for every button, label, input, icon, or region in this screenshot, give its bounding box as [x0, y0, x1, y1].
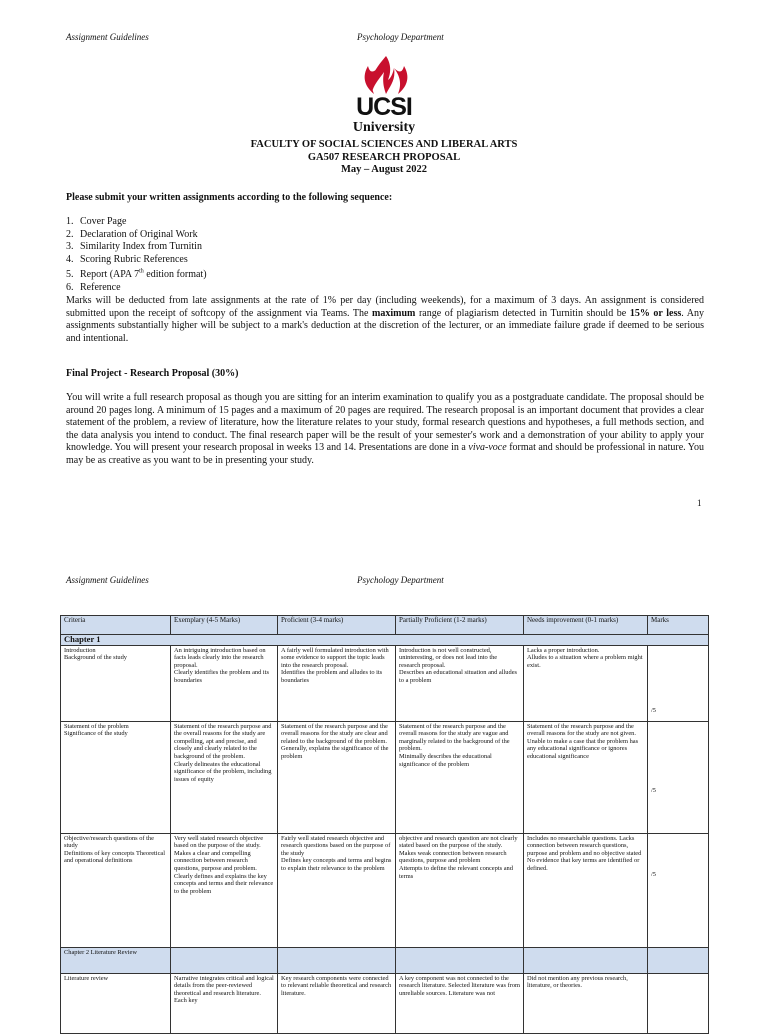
header-left: Assignment Guidelines — [66, 575, 149, 585]
logo-sub: University — [352, 120, 416, 135]
col-exemplary: Exemplary (4-5 Marks) — [171, 616, 278, 635]
list-item: 4. Scoring Rubric References — [66, 253, 188, 265]
title-block — [0, 139, 768, 177]
col-marks: Marks — [648, 616, 709, 635]
rubric-header-row — [61, 616, 709, 635]
chapter-row — [61, 635, 709, 646]
section-title: Final Project - Research Proposal (30%) — [66, 368, 239, 379]
list-item: 2. Declaration of Original Work — [66, 228, 198, 240]
table-row: Literature review Narrative integrates critical and logical details from the peer-reviewed theoretical and research literature. Each key Key research components were connected to relevant reliable theoretical and research literature. A key component was not connected to the research literature. Selected literature was from unreliable sources. Literature was not Did not mention any previous research, literature, or theories. — [61, 973, 709, 1033]
instruction: Please submit your written assignments according to the following sequence: — [66, 192, 393, 203]
list-item: 3. Similarity Index from Turnitin — [66, 241, 202, 252]
chapter-row — [61, 947, 709, 973]
col-criteria: Criteria — [61, 616, 171, 635]
marks-paragraph: Marks will be deducted from late assignments at the rate of 1% per day (including weekends), for a maximum of 3 days. An assignment is considered submitted upon the receipt of softcopy of the assignment via Teams. The maximum range of plagiarism detected in Turnitin should be 15% or less. Any assignments substantially higher will be subject to a mark's deduction at the discretion of the lecturer, or an immediate failure grade if deemed to be serious and intentional. — [66, 295, 705, 344]
sequence-list — [66, 216, 207, 294]
table-row: Objective/research questions of the study Definitions of key concepts Theoretical and operational definitions Very well stated research objective based on the purpose of the study. Makes a clear and compelling connection between research questions, purpose and problem. Clearly defines and explains the key concepts and terms and their relevance to the problem Fairly well stated research objective and research questions based on the purpose of the study Defines key concepts and terms and begins to explain their relevance to the problem objective and research question are not clearly stated based on the purpose of the study. Makes weak connection between research questions, purpose and problem Attempts to define the relevant concepts and terms Includes no researchable questions. Lacks connection between research questions, purpose and problem and no objective stated No evidence that key terms are identified or defined. /5 — [61, 833, 709, 947]
header-center: Psychology Department — [357, 575, 444, 585]
term-heading: May – August 2022 — [340, 164, 428, 175]
page-number: 1 — [697, 498, 702, 508]
faculty-heading: FACULTY OF SOCIAL SCIENCES AND LIBERAL ARTS — [250, 139, 518, 150]
chapter-1-label: Chapter 1 — [61, 635, 709, 646]
table-row: Statement of the problem Significance of the study Statement of the research purpose and the overall reasons for the study are compelling, apt and precise, and closely and clearly related to the background of the problem. Clearly delineates the educational significance of the problem, including issues of equity Statement of the research purpose and the overall reasons for the study are clear and related to the background of the problem. Generally, explains the significance of the problem Statement of the research purpose and the overall reasons for the study are vague and marginally related to the background of the problem. Minimally describes the educational significance of the problem Statement of the research purpose and the overall reasons for the study are not given. Unable to make a case that the problem has any educational significance or ignores educational significance /5 — [61, 721, 709, 833]
chapter-2-label: Chapter 2 Literature Review — [61, 947, 171, 973]
rubric-table — [60, 615, 709, 1034]
page-2 — [0, 540, 768, 1024]
header-left: Assignment Guidelines — [66, 32, 149, 42]
list-item: 6. Reference — [66, 281, 121, 293]
col-needs: Needs improvement (0-1 marks) — [524, 616, 648, 635]
list-item: 5. Report (APA 7th edition format) — [66, 269, 207, 281]
list-item: 1. Cover Page — [66, 216, 127, 227]
header-center: Psychology Department — [357, 32, 444, 42]
table-row: Introduction Background of the study An intriguing introduction based on facts leads clearly into the research proposal. Clearly identifies the problem and its boundaries A fairly well formulated introduction with some evidence to support the topic leads into the research proposal. Identifies the problem and alludes to its boundaries Introduction is not well constructed, uninteresting, or does not lead into the research proposal. Describes an educational situation and alludes to a problem Lacks a proper introduction. Alludes to a situation where a problem might exist. /5 — [61, 645, 709, 721]
course-heading: GA507 RESEARCH PROPOSAL — [307, 151, 461, 163]
logo-name: UCSI — [356, 93, 412, 121]
col-partially: Partially Proficient (1-2 marks) — [396, 616, 524, 635]
col-proficient: Proficient (3-4 marks) — [278, 616, 396, 635]
project-paragraph: You will write a full research proposal as though you are sitting for an interim examination to qualify you as a postgraduate candidate. The proposal should be around 20 pages long. A minimum of 15 pages and a maximum of 20 pages are required. The research proposal is an important document that provides a clear statement of the problem, a review of literature, how the literature relates to your study, formal research questions and hypotheses, a full methods section, and the data analysis you intend to conduct. The final research paper will be the result of your semester's work and a demonstration of your ability to apply your knowledge. You will present your research proposal in weeks 13 and 14. Presentations are done in a viva-voce format and should be professional in nature. You may be as creative as you want to be in presenting your study. — [66, 392, 704, 466]
